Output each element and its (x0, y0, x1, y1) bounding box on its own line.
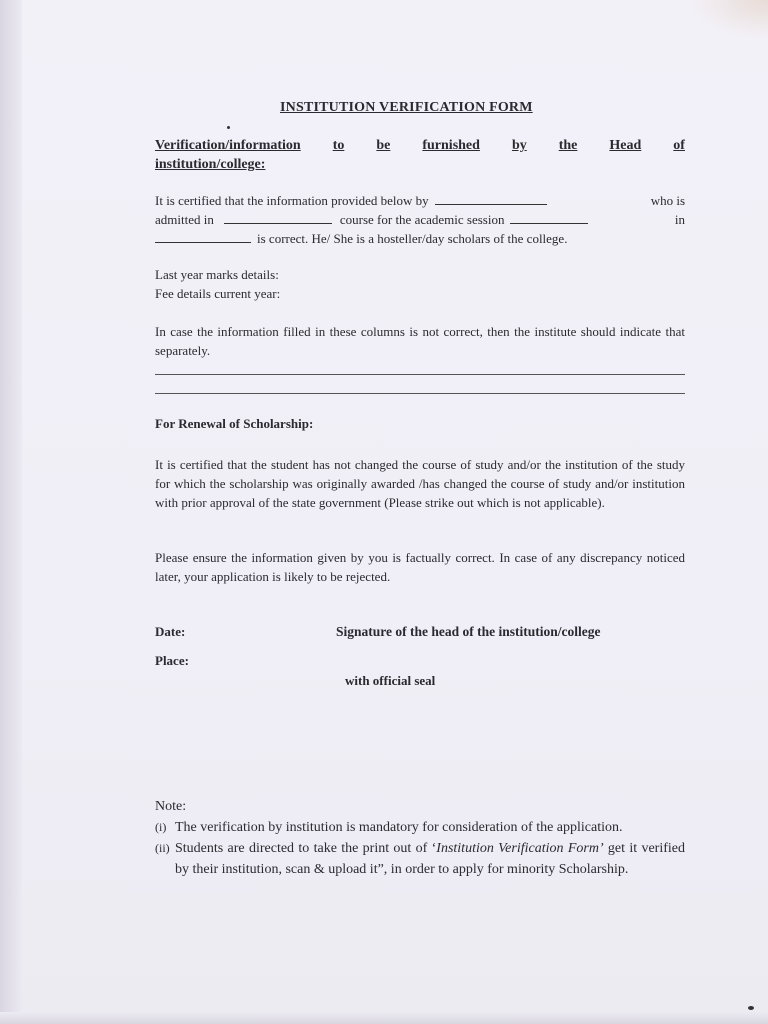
last-year-marks-label: Last year marks details: (155, 267, 279, 282)
session-blank (510, 222, 588, 224)
ink-speck (227, 126, 230, 129)
form-title: INSTITUTION VERIFICATION FORM (280, 100, 533, 115)
cert-text-2c: in (674, 212, 685, 227)
section-heading (155, 136, 685, 174)
heading-word: be (376, 138, 391, 153)
heading-line-2: institution/college: (155, 157, 266, 172)
heading-word: Verification/information (155, 138, 301, 153)
student-name-blank (435, 203, 547, 205)
note-text-part: get it verified by their institution, scan & upload it”, in order to apply for minority Scholarship. (175, 841, 685, 877)
note-label: Note: (155, 799, 187, 814)
cert-text-3: is correct. He/ She is a hosteller/day scholars of the college. (257, 231, 568, 246)
heading-word: the (558, 138, 578, 153)
note-text: The verification by institution is mandatory for consideration of the application. (175, 820, 623, 835)
course-blank (224, 222, 332, 224)
scan-edge-bottom (0, 1012, 768, 1024)
note-item-2 (155, 838, 685, 880)
details-block (155, 265, 685, 303)
cert-line-3 (155, 229, 685, 248)
scan-edge-corner (688, 0, 768, 40)
fee-details-label: Fee details current year: (155, 286, 281, 301)
renewal-heading: For Renewal of Scholarship: (155, 416, 314, 431)
signature-label: Signature of the head of the institution/college (336, 624, 601, 639)
session-cont-blank (155, 241, 251, 243)
cert-text-1a: It is certified that the information provided below by (155, 193, 429, 208)
remarks-line-2 (155, 393, 685, 394)
ink-speck (748, 1006, 754, 1010)
notes-section (155, 796, 685, 880)
incorrect-info-paragraph: In case the information filled in these columns is not correct, then the institute should indicate that separately. (155, 324, 685, 358)
heading-word: by (511, 138, 527, 153)
ensure-paragraph: Please ensure the information given by you is factually correct. In case of any discrepancy noticed later, your application is likely to be rejected. (155, 550, 685, 584)
heading-word: of (673, 138, 685, 153)
remarks-line-1 (155, 374, 685, 375)
note-text-italic: Institution Verification Form’ (436, 841, 604, 856)
cert-line-1 (155, 191, 685, 210)
note-number: (i) (155, 820, 167, 834)
note-number: (ii) (155, 841, 170, 855)
seal-label: with official seal (345, 673, 436, 688)
note-item-1 (155, 817, 685, 838)
heading-word: furnished (422, 138, 480, 153)
place-label: Place: (155, 653, 189, 668)
cert-line-2 (155, 210, 685, 229)
cert-text-1b: who is (650, 193, 685, 208)
cert-text-2a: admitted in (155, 212, 214, 227)
note-text (175, 838, 685, 880)
heading-line-1 (155, 136, 685, 155)
heading-word: to (332, 138, 345, 153)
note-text-part: Students are directed to take the print out of ‘ (175, 841, 437, 856)
heading-word: Head (609, 138, 642, 153)
cert-text-2b: course for the academic session (339, 212, 505, 227)
renewal-paragraph: It is certified that the student has not changed the course of study and/or the institution of the study for which the scholarship was originally awarded /has changed the course of study and/or institution with prior approval of the state government (Please strike out which is not applicable). (155, 457, 685, 510)
scan-edge-left (0, 0, 22, 1024)
date-label: Date: (155, 624, 186, 639)
certification-paragraph (155, 191, 685, 248)
